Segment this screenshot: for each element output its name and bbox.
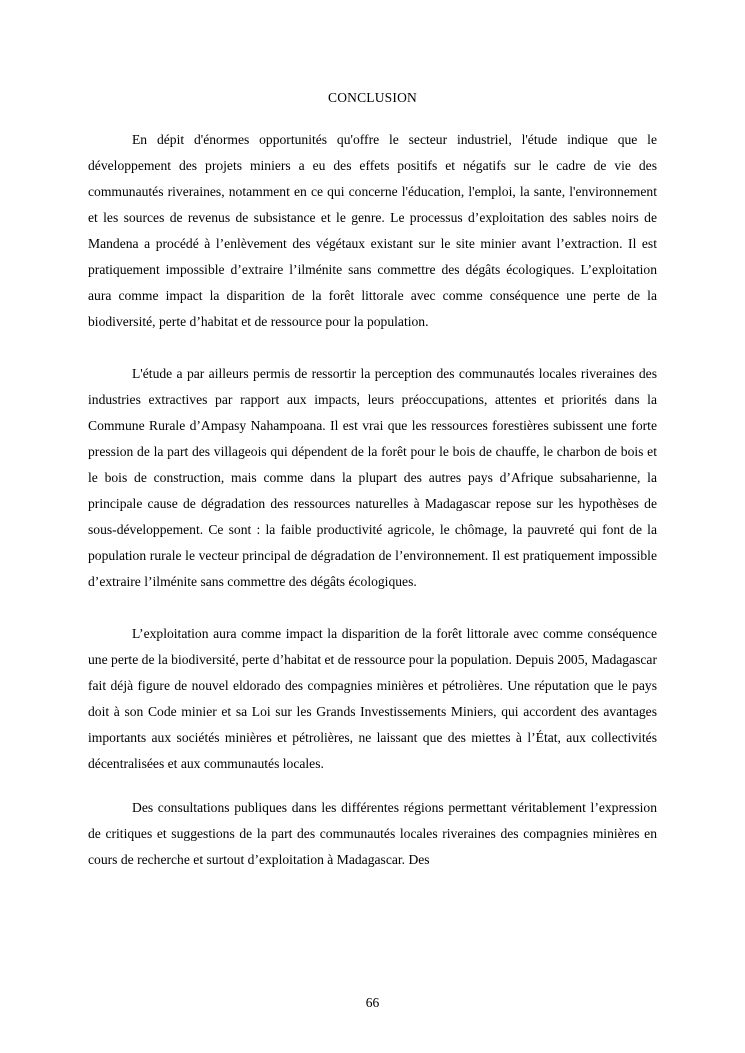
page-number: 66 xyxy=(365,995,380,1010)
paragraph-2: L'étude a par ailleurs permis de ressortir la perception des communautés locales riveraines des industries extractives par rapport aux impacts, leurs préoccupations, attentes et priorités dans la Commune Rurale d’Ampasy Nahampoana. Il est vrai que les ressources forestières subissent une forte pression de la part des villageois qui dépendent de la forêt pour le bois de chauffe, le charbon de bois et le bois de construction, mais comme dans la plupart des autres pays d’Afrique subsaharienne, la principale cause de dégradation des ressources naturelles à Madagascar repose sur les hypothèses de sous-développement. Ce sont : la faible productivité agricole, le chômage, la pauvreté qui font de la population rurale le vecteur principal de dégradation de l’environnement. Il est pratiquement impossible d’extraire l’ilménite sans commettre des dégâts écologiques. xyxy=(88,366,657,589)
paragraph-4: Des consultations publiques dans les différentes régions permettant véritablement l’expression de critiques et suggestions de la part des communautés locales riveraines des compagnies minières en cours de recherche et surtout d’exploitation à Madagascar. Des xyxy=(88,800,657,867)
paragraph-1: En dépit d'énormes opportunités qu'offre le secteur industriel, l'étude indique que le développement des projets miniers a eu des effets positifs et négatifs sur le cadre de vie des communautés riveraines, notamment en ce qui concerne l'éducation, l'emploi, la sante, l'environnement et les sources de revenus de subsistance et le genre. Le processus d’exploitation des sables noirs de Mandena a procédé à l’enlèvement des végétaux existant sur le site minier avant l’extraction. Il est pratiquement impossible d’extraire l’ilménite sans commettre des dégâts écologiques. L’exploitation aura comme impact la disparition de la forêt littorale avec comme conséquence une perte de la biodiversité, perte d’habitat et de ressource pour la population. xyxy=(88,132,657,329)
section-heading: CONCLUSION xyxy=(327,90,417,105)
paragraph-3: L’exploitation aura comme impact la disparition de la forêt littorale avec comme conséquence une perte de la biodiversité, perte d’habitat et de ressource pour la population. Depuis 2005, Madagascar fait déjà figure de nouvel eldorado des compagnies minières et pétrolières. Une réputation que le pays doit à son Code minier et sa Loi sur les Grands Investissements Miniers, qui accordent des avantages importants aux sociétés minières et pétrolières, ne laissant que des miettes à l’État, aux collectivités décentralisées et aux communautés locales. xyxy=(88,626,657,771)
document-body xyxy=(88,127,657,873)
